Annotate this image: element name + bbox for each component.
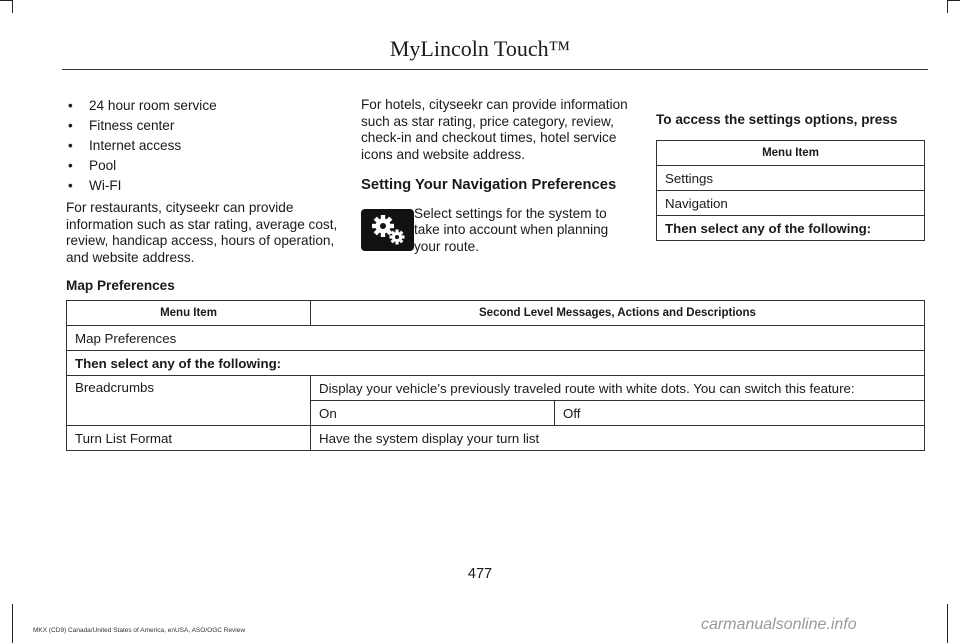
table-cell: Turn List Format xyxy=(67,426,311,451)
watermark: carmanualsonline.info xyxy=(701,616,857,633)
table-header: Menu Item xyxy=(67,301,311,326)
table-cell: Breadcrumbs xyxy=(67,376,311,426)
list-item: • Pool xyxy=(66,157,341,177)
settings-gear-icon xyxy=(361,209,414,251)
crop-mark xyxy=(12,604,13,643)
settings-menu-table xyxy=(656,140,925,241)
table-cell: Then select any of the following: xyxy=(657,216,925,241)
list-item: • Wi-FI xyxy=(66,177,341,197)
section-heading: Map Preferences xyxy=(66,278,175,293)
crop-mark xyxy=(947,604,948,643)
list-item: • Internet access xyxy=(66,137,341,157)
crop-mark xyxy=(948,0,960,1)
table-cell: Then select any of the following: xyxy=(67,351,925,376)
table-cell: Have the system display your turn list xyxy=(311,426,925,451)
table-cell: Off xyxy=(555,401,925,426)
table-cell: On xyxy=(311,401,555,426)
table-header: Second Level Messages, Actions and Descriptions xyxy=(311,301,925,326)
map-preferences-table xyxy=(66,300,925,451)
crop-mark xyxy=(0,0,12,1)
access-settings-lead: To access the settings options, press xyxy=(656,112,898,127)
table-cell: Navigation xyxy=(657,191,925,216)
list-item: • Fitness center xyxy=(66,117,341,137)
column-1 xyxy=(66,97,341,266)
page-title: MyLincoln Touch™ xyxy=(389,36,571,61)
table-cell: Map Preferences xyxy=(67,326,925,351)
crop-mark xyxy=(947,0,948,13)
table-header: Menu Item xyxy=(657,141,925,166)
restaurants-paragraph: For restaurants, cityseekr can provide information such as star rating, average cost, review, handicap access, hours of operation, and website address. xyxy=(66,200,338,265)
map-preferences-section xyxy=(66,278,925,451)
settings-row xyxy=(361,206,636,256)
amenities-list xyxy=(66,97,341,197)
list-item: • 24 hour room service xyxy=(66,97,341,117)
footer-text: MKX (CD9) Canada/United States of America, enUSA, ASO/OGC Review xyxy=(33,627,246,634)
crop-mark xyxy=(12,0,13,13)
column-3 xyxy=(656,112,925,241)
column-2 xyxy=(361,97,636,255)
hotels-paragraph: For hotels, cityseekr can provide information such as star rating, price category, review, check-in and checkout times, hotel service icons and website address. xyxy=(361,97,628,162)
section-heading: Setting Your Navigation Preferences xyxy=(361,177,617,193)
table-cell: Settings xyxy=(657,166,925,191)
table-cell: Display your vehicle’s previously traveled route with white dots. You can switch this feature: xyxy=(311,376,925,401)
header-rule xyxy=(62,69,928,70)
page-number: 477 xyxy=(467,566,493,582)
settings-description: Select settings for the system to take into account when planning your route. xyxy=(414,205,609,254)
